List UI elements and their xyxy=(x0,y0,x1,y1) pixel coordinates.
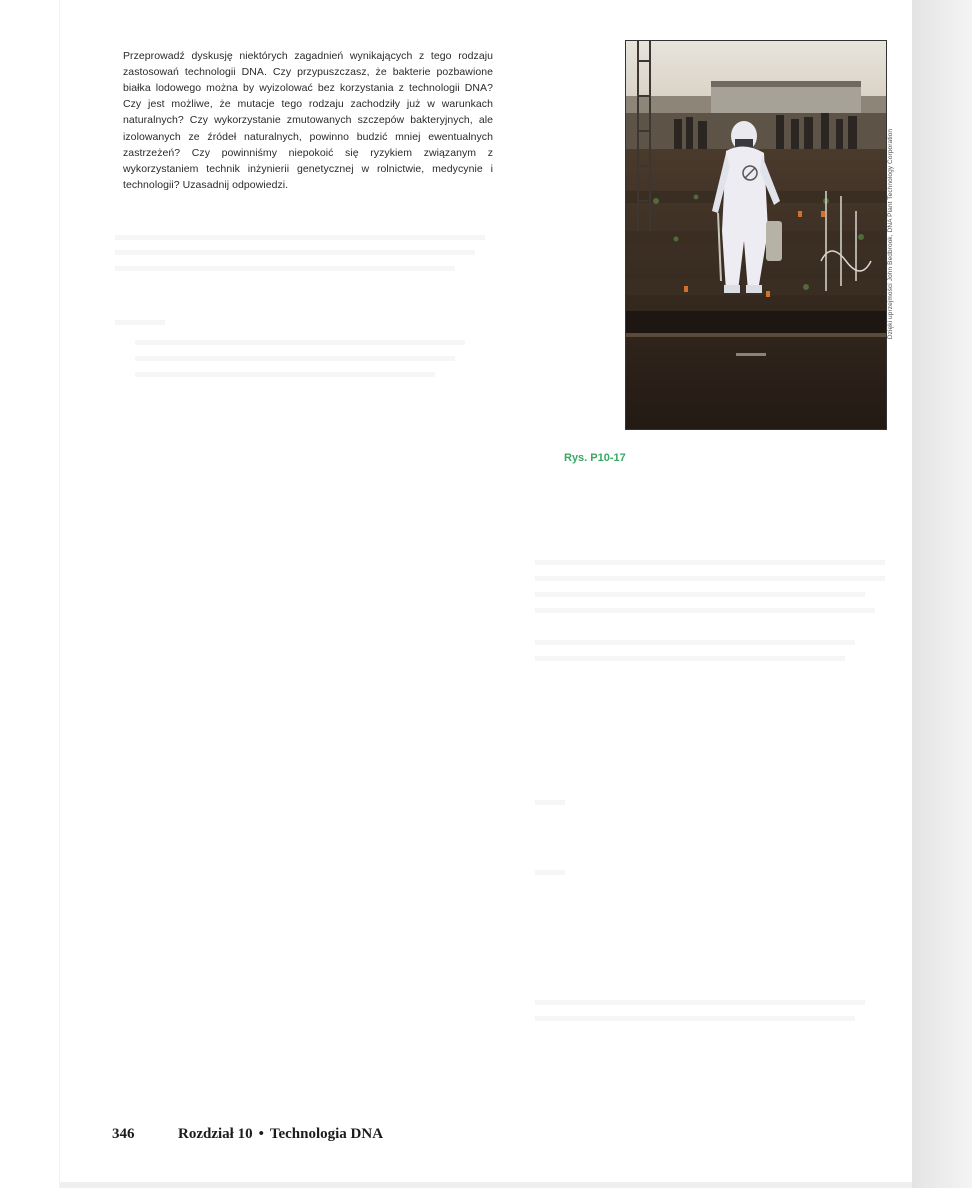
figure-caption: Rys. P10-17 xyxy=(564,452,626,464)
page-number: 346 xyxy=(112,1126,135,1142)
page-edge-shadow xyxy=(912,0,972,1188)
chapter-label: Rozdział 10 xyxy=(178,1126,253,1142)
page-footer xyxy=(112,1126,383,1143)
field-trial-photo xyxy=(625,40,887,430)
photo-credit: Dzięki uprzejmości John Bedbrook, DNA Plant Technology Corporation xyxy=(887,128,894,340)
page-bottom-edge xyxy=(60,1182,912,1188)
chapter-title: Technologia DNA xyxy=(269,1126,384,1142)
footer-separator: • xyxy=(258,1126,264,1142)
discussion-paragraph: Przeprowadź dyskusję niektórych zagadnień wynikających z tego rodzaju zastosowań technologii DNA. Czy przypuszczasz, że bakterie pozbawione białka lodowego można by wyizolować bez korzystania z technologii DNA? Czy jest możliwe, że mutacje tego rodzaju zachodziły już w warunkach naturalnych? Czy wykorzystanie zmutowanych szczepów bakteryjnych, ale izolowanych ze źródeł naturalnych, powinno budzić mniej ewentualnych zastrzeżeń? Czy powinniśmy niepokoić się ryzykiem związanym z wykorzystaniem technik inżynierii genetycznej w rolnictwie, medycynie i technologii? Uzasadnij odpowiedzi. xyxy=(123,49,493,192)
